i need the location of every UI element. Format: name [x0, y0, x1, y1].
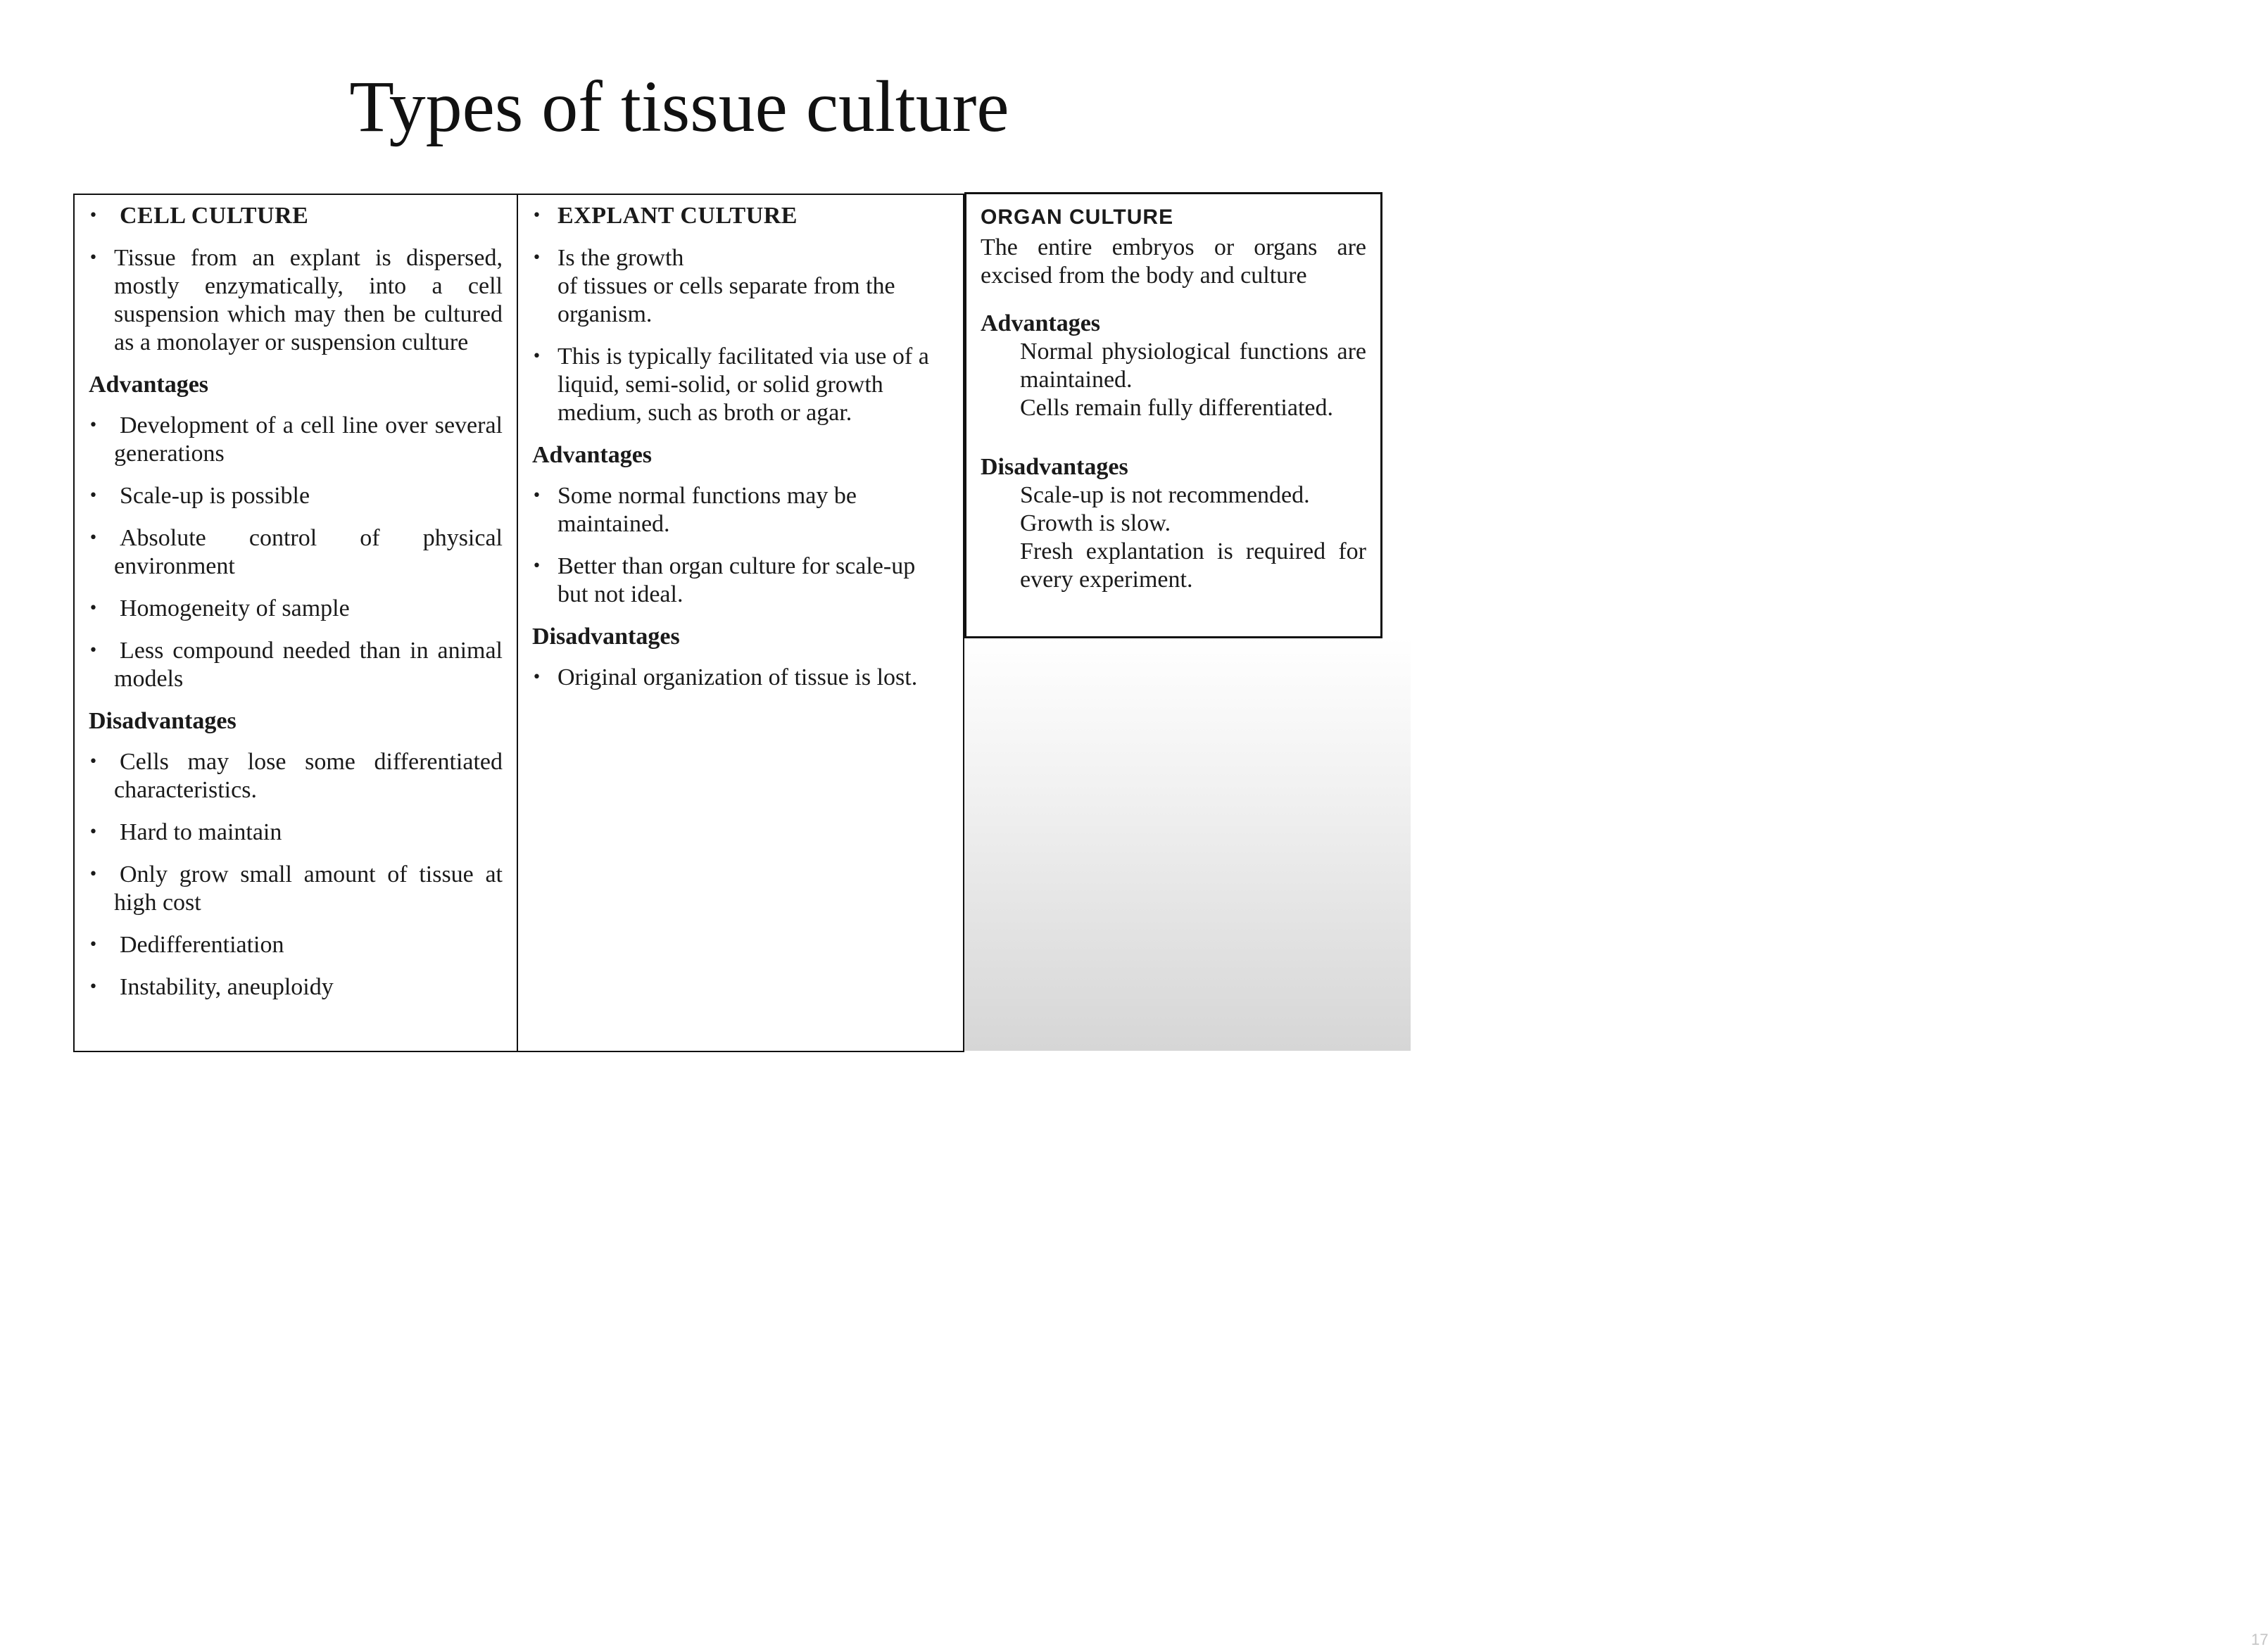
organ-culture-advantages-label: Advantages [981, 310, 1101, 336]
explant-culture-disadvantages-label: Disadvantages [532, 624, 680, 650]
explant-culture-medium: • This is typically facilitated via use of a liquid, semi-solid, or solid growth medium, such as broth or agar. [532, 343, 929, 426]
bullet-icon: • [532, 557, 541, 575]
explant-culture-heading: • EXPLANT CULTURE [532, 203, 798, 229]
cell-culture-description: • Tissue from an explant is dispersed, mostly enzymatically, into a cell suspension which may then be cultured as a monolayer or suspension culture [89, 245, 503, 355]
list-item: • Hard to maintain [89, 819, 282, 845]
explant-culture-advantages-label: Advantages [532, 442, 653, 468]
bullet-icon: • [89, 600, 98, 617]
bullet-icon: • [532, 249, 541, 267]
bullet-icon: • [532, 669, 541, 686]
page-number: 17 [2251, 1631, 2268, 1648]
background-gradient-panel [964, 637, 2268, 1648]
bullet-icon: • [89, 936, 98, 954]
list-item: • Dedifferentiation [89, 932, 284, 958]
bullet-icon: • [89, 823, 98, 841]
list-item: Normal physiological functions are maintained. [1020, 339, 1366, 393]
bullet-icon: • [89, 249, 98, 267]
list-item: Cells remain fully differentiated. [1020, 395, 1334, 421]
bullet-icon: • [532, 207, 541, 225]
list-item: • Scale-up is possible [89, 483, 310, 509]
bullet-icon: • [89, 866, 98, 883]
organ-culture-disadvantages-label: Disadvantages [981, 454, 1128, 480]
explant-description-line-2: of tissues or cells separate from the organism. [557, 273, 895, 327]
bullet-icon: • [89, 417, 98, 434]
bullet-icon: • [89, 487, 98, 505]
list-item: • Homogeneity of sample [89, 595, 350, 621]
page-title: Types of tissue culture [349, 66, 1009, 147]
list-item: Growth is slow. [1020, 510, 1171, 536]
bullet-icon: • [532, 348, 541, 365]
list-item: • Better than organ culture for scale-up but not ideal. [532, 553, 916, 607]
organ-culture-description: The entire embryos or organs are excised from the body and culture [981, 234, 1366, 289]
list-item: • Development of a cell line over several generations [89, 412, 503, 467]
cell-culture-heading: • CELL CULTURE [89, 203, 309, 229]
list-item: • Only grow small amount of tissue at high cost [89, 861, 503, 916]
list-item: • Instability, aneuploidy [89, 974, 334, 1000]
explant-culture-column [517, 194, 964, 1052]
list-item: • Original organization of tissue is lost. [532, 664, 918, 690]
list-item: Fresh explantation is required for every experiment. [1020, 538, 1366, 593]
cell-culture-disadvantages-label: Disadvantages [89, 708, 237, 734]
explant-culture-description [532, 244, 947, 329]
list-item: • Some normal functions may be maintained. [532, 483, 857, 537]
list-item: • Less compound needed than in animal models [89, 638, 503, 692]
cell-culture-advantages-label: Advantages [89, 372, 209, 398]
organ-culture-column [964, 192, 1382, 638]
bullet-icon: • [89, 753, 98, 771]
list-item: • Absolute control of physical environment [89, 525, 503, 579]
list-item: Scale-up is not recommended. [1020, 482, 1310, 508]
bullet-icon: • [89, 642, 98, 659]
cell-culture-column [73, 194, 518, 1052]
spacer [981, 422, 1366, 453]
organ-culture-heading: ORGAN CULTURE [981, 206, 1174, 229]
bullet-icon: • [89, 529, 98, 547]
explant-description-line-1: Is the growth [557, 245, 684, 271]
bullet-icon: • [89, 978, 98, 996]
bullet-icon: • [532, 487, 541, 505]
bullet-icon: • [89, 207, 98, 225]
list-item: • Cells may lose some differentiated characteristics. [89, 749, 503, 803]
